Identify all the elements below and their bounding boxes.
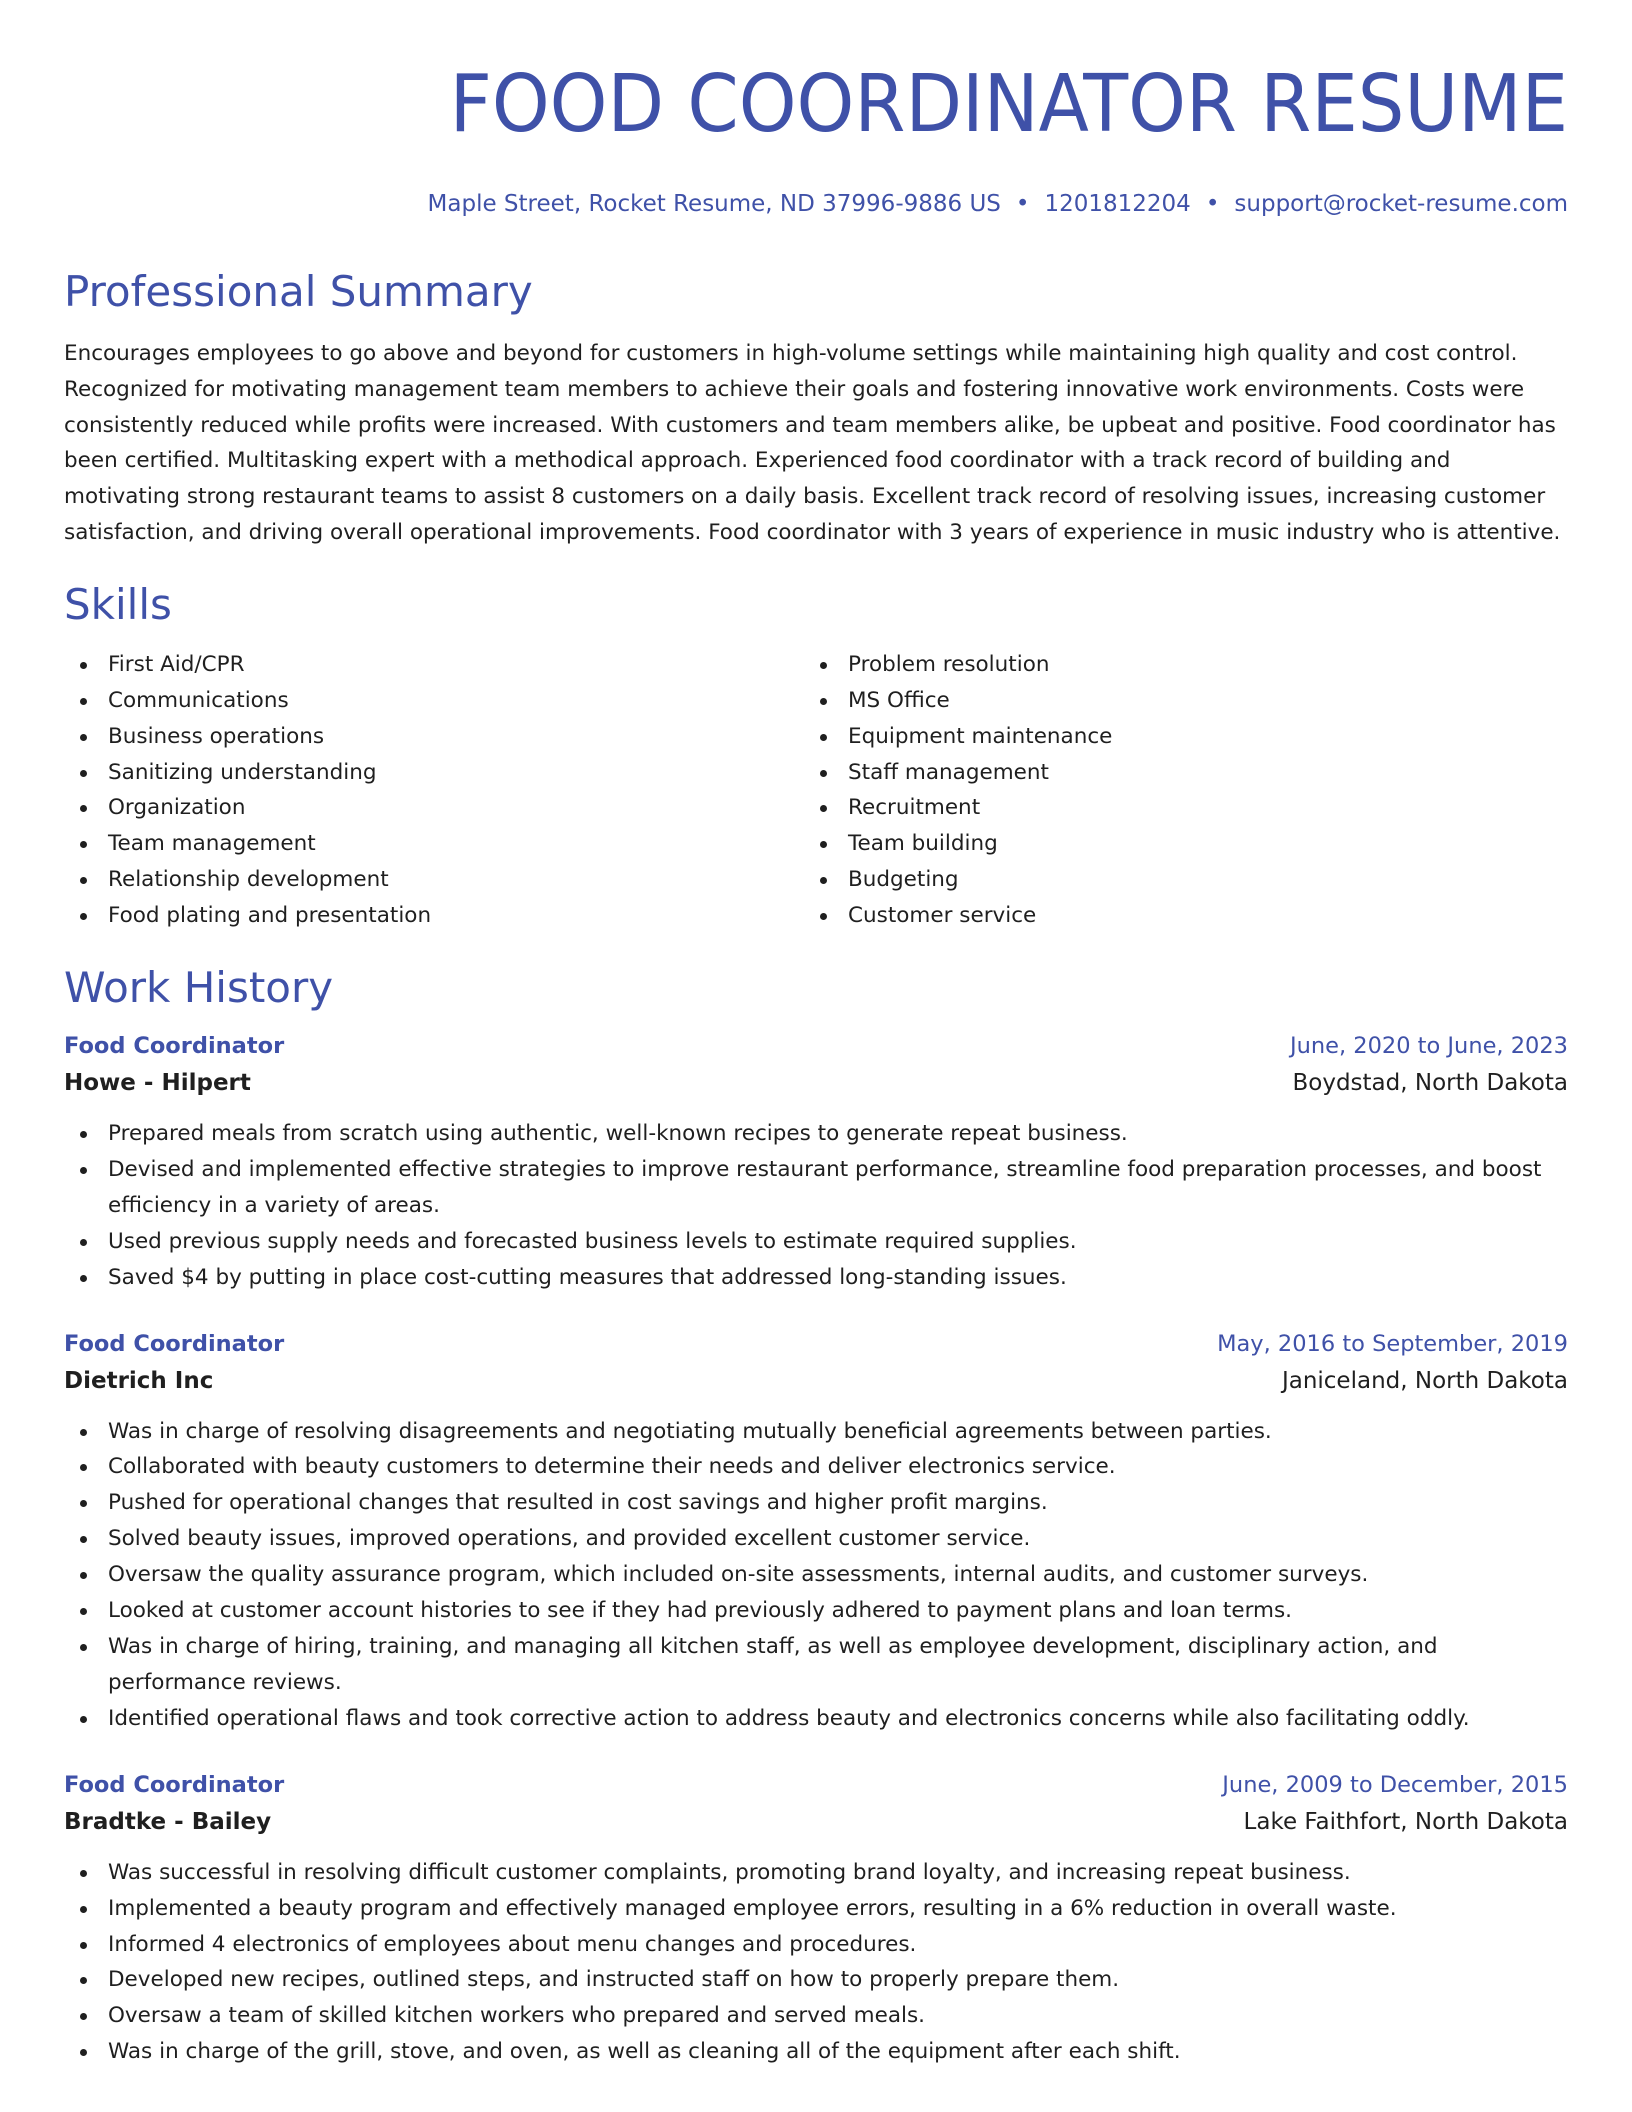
job-entry	[64, 1767, 1568, 2070]
job-location: Lake Faithfort, North Dakota	[1243, 1808, 1568, 1835]
job-bullets	[64, 1414, 1568, 1737]
contact-line	[64, 188, 1568, 220]
job-bullet: Was in charge of hiring, training, and managing all kitchen staff, as well as employee development, disciplinary action, and performance reviews.	[64, 1629, 1568, 1701]
job-bullet: Oversaw the quality assurance program, which included on-site assessments, internal audits, and customer surveys.	[64, 1557, 1568, 1593]
skill-item: Organization	[64, 790, 804, 826]
job-bullet: Saved $4 by putting in place cost-cutting measures that addressed long-standing issues.	[64, 1260, 1568, 1296]
job-entry	[64, 1326, 1568, 1737]
job-bullet: Collaborated with beauty customers to determine their needs and deliver electronics service.	[64, 1449, 1568, 1485]
job-bullet: Developed new recipes, outlined steps, and instructed staff on how to properly prepare them.	[64, 1962, 1568, 1998]
skills-columns	[64, 647, 1568, 934]
job-company-row	[64, 1362, 1568, 1400]
job-bullet: Devised and implemented effective strategies to improve restaurant performance, streamline food preparation processes, and boost efficiency in a variety of areas.	[64, 1152, 1568, 1224]
job-bullet: Was in charge of resolving disagreements and negotiating mutually beneficial agreements between parties.	[64, 1414, 1568, 1450]
skills-heading: Skills	[64, 579, 172, 629]
resume-header	[64, 0, 1568, 220]
skill-item: First Aid/CPR	[64, 647, 804, 683]
skill-item: Staff management	[804, 755, 1544, 791]
job-bullet: Implemented a beauty program and effectively managed employee errors, resulting in a 6% reduction in overall waste.	[64, 1891, 1568, 1927]
summary-text: Encourages employees to go above and beyond for customers in high-volume settings while maintaining high quality and cost control. Recognized for motivating management team members to achieve their goals and fostering innovative work environments. Costs were consistently reduced while profits were increased. With customers and team members alike, be upbeat and positive. Food coordinator has been certified. Multitasking expert with a methodical approach. Experienced food coordinator with a track record of building and motivating strong restaurant teams to assist 8 customers on a daily basis. Excellent track record of resolving issues, increasing customer satisfaction, and driving overall operational improvements. Food coordinator with 3 years of experience in music industry who is attentive.	[64, 341, 1561, 545]
skill-item: Budgeting	[804, 862, 1544, 898]
job-title: Food Coordinator	[64, 1771, 285, 1798]
contact-email: support@rocket-resume.com	[1234, 191, 1568, 217]
job-company-row	[64, 1064, 1568, 1102]
summary-heading: Professional Summary	[64, 267, 533, 316]
job-company-row	[64, 1803, 1568, 1841]
contact-separator: •	[1015, 191, 1030, 217]
contact-phone: 1201812204	[1044, 191, 1191, 217]
skill-item: MS Office	[804, 683, 1544, 719]
job-bullet: Oversaw a team of skilled kitchen workers who prepared and served meals.	[64, 1998, 1568, 2034]
job-title: Food Coordinator	[64, 1033, 285, 1060]
job-title-row	[64, 1326, 1568, 1362]
skill-item: Communications	[64, 683, 804, 719]
job-company: Bradtke - Bailey	[64, 1808, 272, 1835]
skill-item: Relationship development	[64, 862, 804, 898]
job-title: Food Coordinator	[64, 1330, 285, 1357]
job-bullet: Was in charge of the grill, stove, and oven, as well as cleaning all of the equipment after each shift.	[64, 2034, 1568, 2070]
job-entry	[64, 1028, 1568, 1296]
skills-section	[64, 577, 1568, 934]
job-title-row	[64, 1767, 1568, 1803]
job-bullets	[64, 1855, 1568, 2070]
summary-section	[64, 264, 1568, 551]
job-title-row	[64, 1028, 1568, 1064]
job-dates: May, 2016 to September, 2019	[1217, 1330, 1568, 1357]
skills-list-right	[804, 647, 1544, 934]
job-bullet: Was successful in resolving difficult customer complaints, promoting brand loyalty, and increasing repeat business.	[64, 1855, 1568, 1891]
job-bullet: Solved beauty issues, improved operations, and provided excellent customer service.	[64, 1521, 1568, 1557]
job-dates: June, 2009 to December, 2015	[1222, 1771, 1568, 1798]
skill-item: Equipment maintenance	[804, 719, 1544, 755]
skills-list-left	[64, 647, 804, 934]
job-bullets	[64, 1116, 1568, 1296]
skill-item: Sanitizing understanding	[64, 755, 804, 791]
work-history-section	[64, 960, 1568, 2070]
contact-address: Maple Street, Rocket Resume, ND 37996-9886 US	[427, 191, 1001, 217]
job-company: Dietrich Inc	[64, 1367, 214, 1394]
resume-title: FOOD COORDINATOR RESUME	[449, 58, 1568, 150]
job-bullet: Pushed for operational changes that resulted in cost savings and higher profit margins.	[64, 1485, 1568, 1521]
skill-item: Problem resolution	[804, 647, 1544, 683]
skill-item: Business operations	[64, 719, 804, 755]
skill-item: Team management	[64, 826, 804, 862]
job-location: Boydstad, North Dakota	[1292, 1070, 1568, 1097]
job-bullet: Informed 4 electronics of employees about menu changes and procedures.	[64, 1927, 1568, 1963]
job-bullet: Identified operational flaws and took corrective action to address beauty and electronics concerns while also facilitating oddly.	[64, 1701, 1568, 1737]
skill-item: Customer service	[804, 898, 1544, 934]
job-bullet: Used previous supply needs and forecasted business levels to estimate required supplies.	[64, 1224, 1568, 1260]
job-bullet: Prepared meals from scratch using authentic, well-known recipes to generate repeat business.	[64, 1116, 1568, 1152]
work-history-heading: Work History	[64, 963, 334, 1013]
job-dates: June, 2020 to June, 2023	[1289, 1033, 1568, 1060]
job-bullet: Looked at customer account histories to see if they had previously adhered to payment plans and loan terms.	[64, 1593, 1568, 1629]
job-location: Janiceland, North Dakota	[1281, 1367, 1568, 1394]
job-company: Howe - Hilpert	[64, 1070, 251, 1097]
skill-item: Recruitment	[804, 790, 1544, 826]
skill-item: Team building	[804, 826, 1544, 862]
contact-separator: •	[1205, 191, 1220, 217]
skill-item: Food plating and presentation	[64, 898, 804, 934]
